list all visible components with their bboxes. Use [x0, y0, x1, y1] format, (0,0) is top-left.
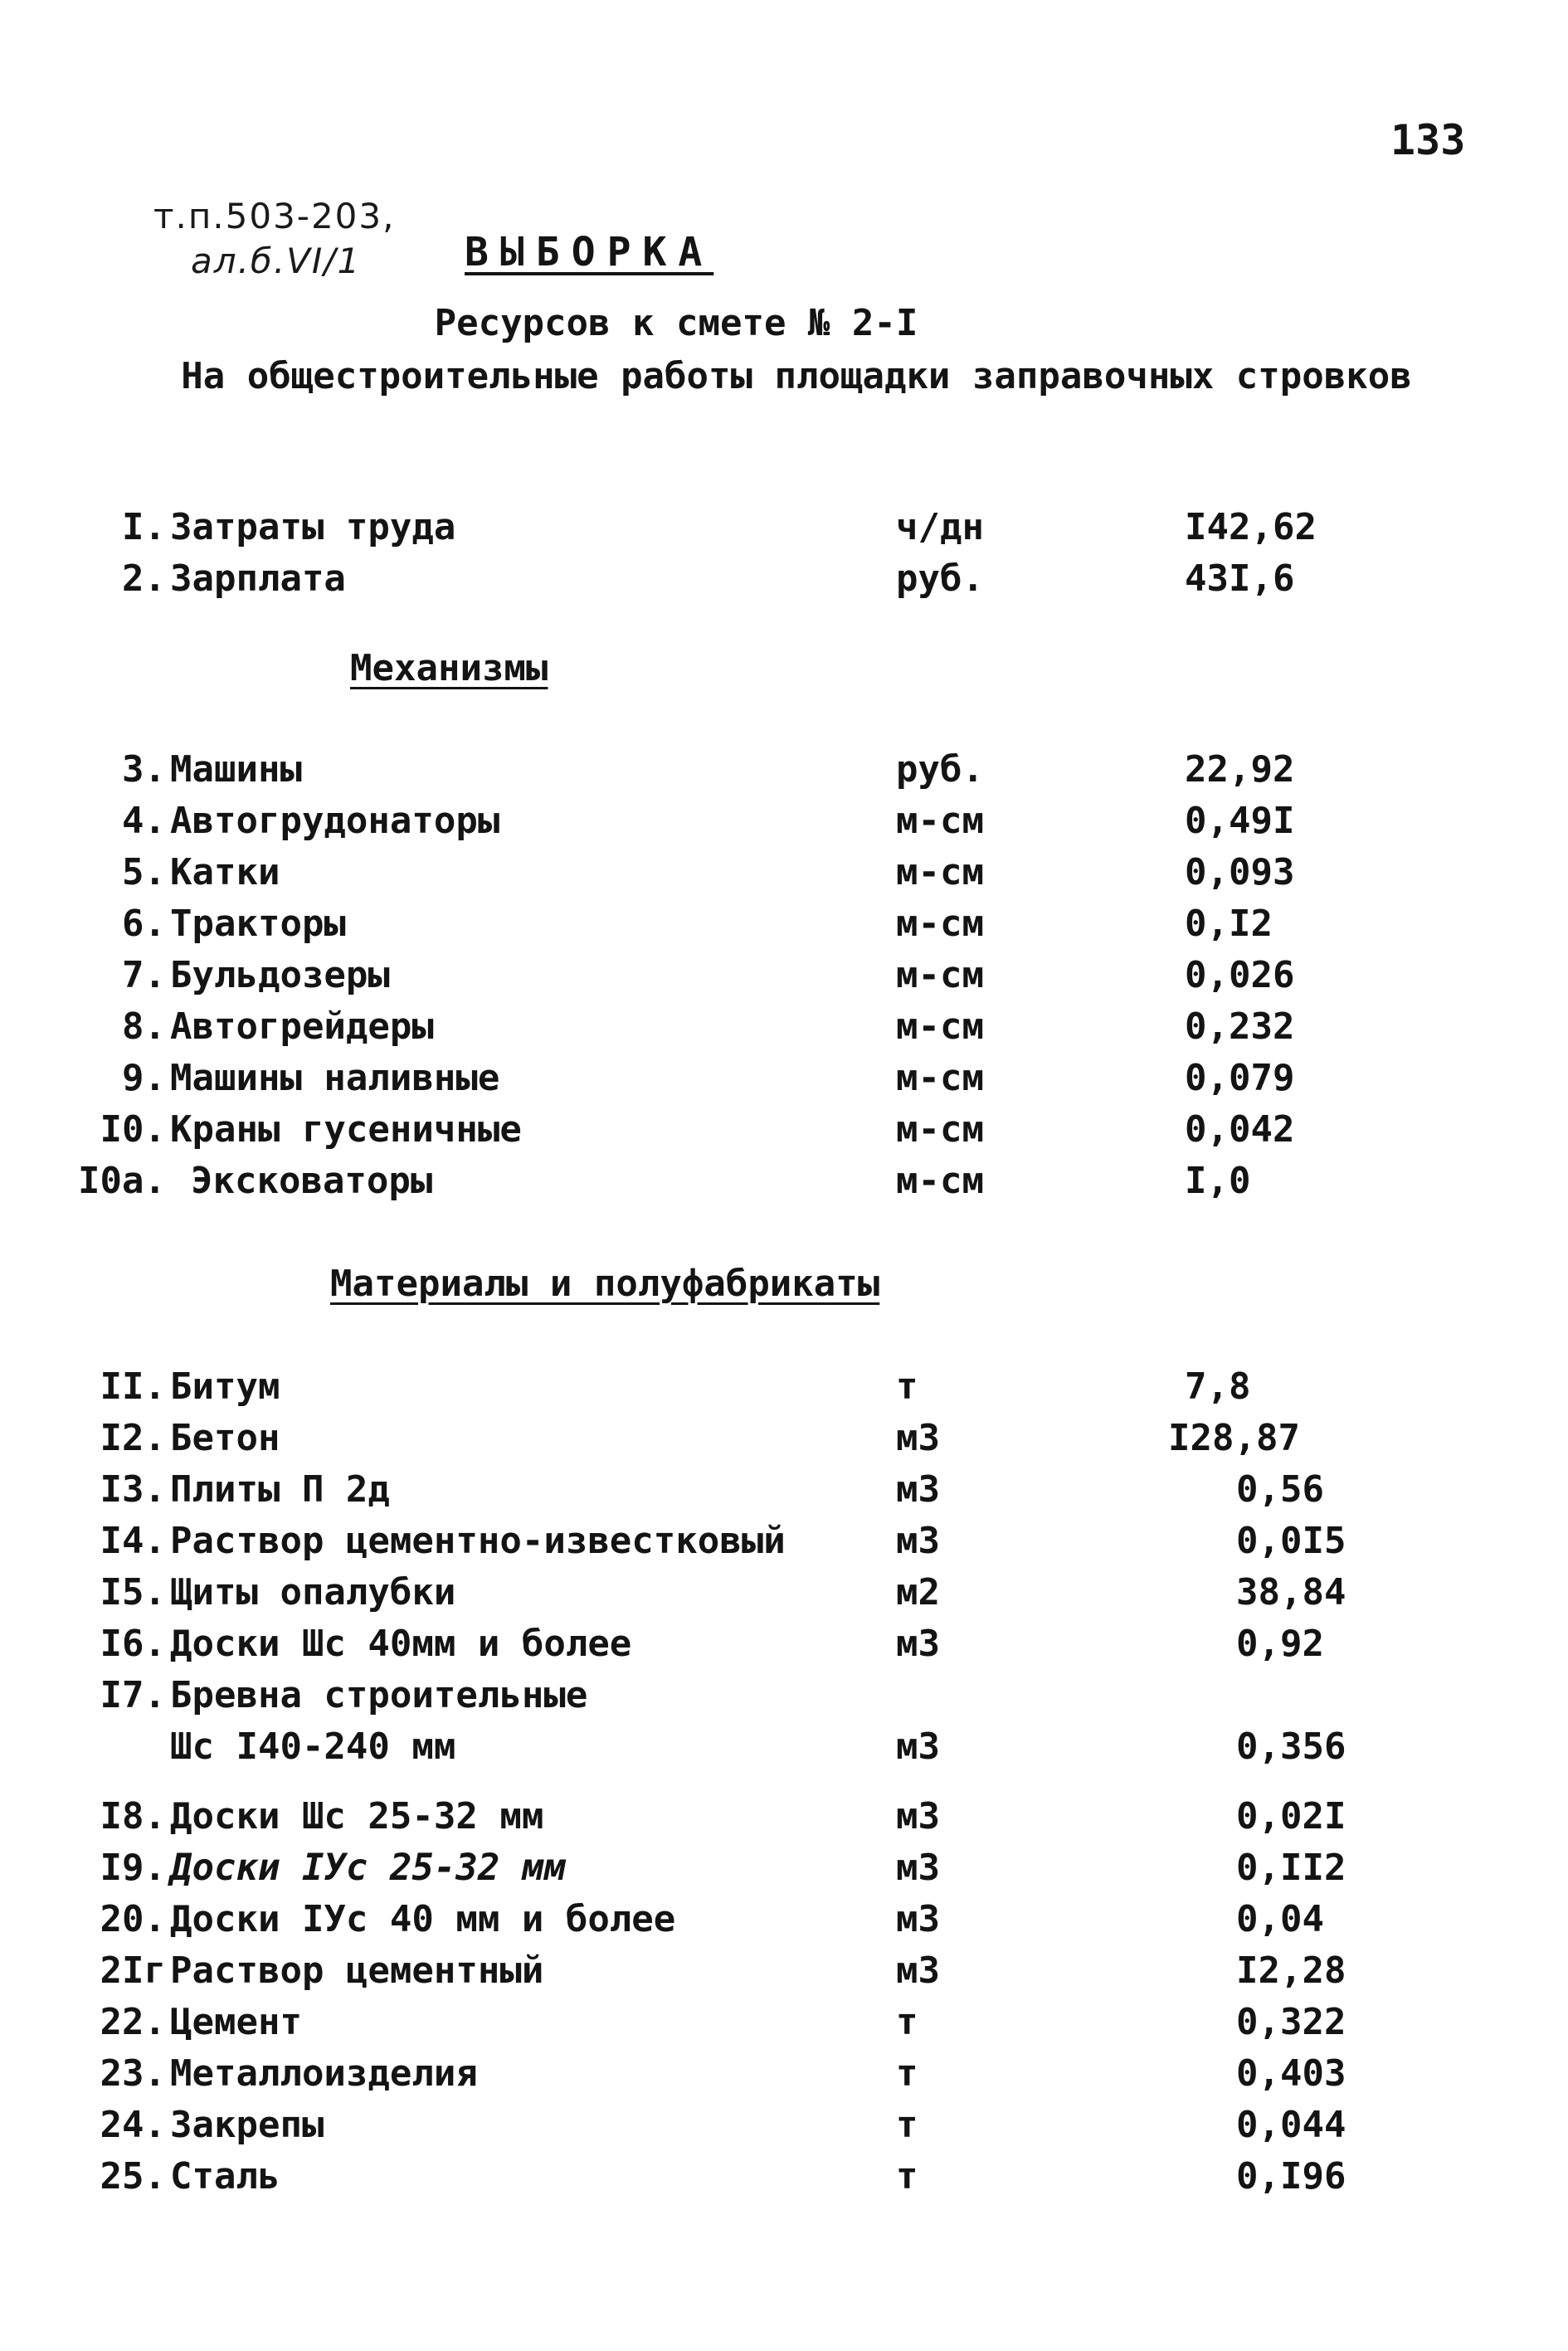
item-number: 6. — [122, 903, 166, 945]
item-name: Доски Шс 40мм и более — [170, 1623, 632, 1665]
item-number: 20. — [100, 1898, 166, 1940]
item-name: Битум — [170, 1365, 280, 1408]
item-name: Шс I40-240 мм — [170, 1726, 456, 1768]
item-value: I42,62 — [1185, 506, 1317, 548]
item-unit: м-см — [896, 1005, 984, 1048]
item-unit: м3 — [896, 1847, 940, 1889]
item-number: II. — [100, 1365, 166, 1408]
item-unit: м3 — [896, 1520, 940, 1562]
item-name: Машины наливные — [170, 1057, 500, 1099]
item-number: I2. — [100, 1417, 166, 1459]
item-unit: т — [896, 2104, 918, 2146]
item-number: 2. — [122, 557, 166, 600]
item-name: Автогрейдеры — [170, 1005, 434, 1048]
item-unit: м3 — [896, 1898, 940, 1940]
item-value: 0,044 — [1236, 2104, 1346, 2146]
item-unit: т — [896, 1365, 918, 1408]
item-name: Раствор цементный — [170, 1949, 544, 1992]
item-name: Машины — [170, 748, 302, 791]
item-unit: м-см — [896, 954, 984, 996]
subtitle-estimate: Ресурсов к смете № 2-I — [434, 302, 918, 344]
item-name: Доски Шс 25-32 мм — [170, 1795, 544, 1837]
item-number: I8. — [100, 1795, 166, 1837]
item-name: Бревна строительные — [170, 1674, 588, 1716]
item-name: Сталь — [170, 2155, 280, 2198]
item-number: I. — [122, 506, 166, 548]
subtitle-works: На общестроительные работы площадки заправочных стровков — [181, 355, 1412, 397]
item-number: I3. — [100, 1468, 166, 1511]
item-name: Бульдозеры — [170, 954, 390, 996]
handwritten-album-ref: ал.б.VI/1 — [191, 241, 362, 281]
item-unit: м-см — [896, 1108, 984, 1151]
handwritten-project-code: т.п.503-203, — [153, 196, 396, 236]
item-unit: т — [896, 2052, 918, 2095]
item-name: Зарплата — [170, 557, 346, 600]
item-name: Плиты П 2д — [170, 1468, 390, 1511]
item-value: 0,I96 — [1236, 2155, 1346, 2198]
item-value: 0,I2 — [1185, 903, 1273, 945]
item-unit: м-см — [896, 1160, 984, 1202]
item-value: 0,403 — [1236, 2052, 1346, 2095]
item-name: Тракторы — [170, 903, 346, 945]
item-name: Металлоизделия — [170, 2052, 478, 2095]
item-unit: м3 — [896, 1417, 940, 1459]
item-value: 0,322 — [1236, 2001, 1346, 2043]
item-value: 0,92 — [1236, 1623, 1324, 1665]
item-value: 0,026 — [1185, 954, 1295, 996]
item-unit: т — [896, 2155, 918, 2198]
item-unit: м3 — [896, 1623, 940, 1665]
item-number: I5. — [100, 1571, 166, 1614]
item-name: Затраты труда — [170, 506, 456, 548]
item-name: Автогрудонаторы — [170, 800, 500, 842]
item-value: 0,56 — [1236, 1468, 1324, 1511]
item-value: 7,8 — [1185, 1365, 1251, 1408]
item-value: 38,84 — [1236, 1571, 1346, 1614]
item-number: 24. — [100, 2104, 166, 2146]
item-name: Цемент — [170, 2001, 302, 2043]
item-number: 23. — [100, 2052, 166, 2095]
section-heading-mechanisms: Механизмы — [350, 647, 548, 689]
item-name: Щиты опалубки — [170, 1571, 456, 1614]
item-unit: м-см — [896, 1057, 984, 1099]
item-number: I9. — [100, 1847, 166, 1889]
item-name: Эксковаторы — [191, 1160, 433, 1202]
item-number: 3. — [122, 748, 166, 791]
item-name: Раствор цементно-известковый — [170, 1520, 786, 1562]
item-number: I0а. — [78, 1160, 166, 1202]
item-value: I,0 — [1185, 1160, 1251, 1202]
document-title: ВЫБОРКА — [465, 229, 714, 275]
section-heading-materials: Материалы и полуфабрикаты — [330, 1263, 880, 1305]
item-unit: руб. — [896, 748, 984, 791]
item-unit: м3 — [896, 1949, 940, 1992]
item-value: 0,042 — [1185, 1108, 1295, 1151]
item-unit: м-см — [896, 800, 984, 842]
item-number: 4. — [122, 800, 166, 842]
item-value: 43I,6 — [1185, 557, 1295, 600]
item-unit: м3 — [896, 1795, 940, 1837]
item-unit: м-см — [896, 903, 984, 945]
item-number: 7. — [122, 954, 166, 996]
item-number: 2Iг — [100, 1949, 166, 1992]
item-unit: т — [896, 2001, 918, 2043]
item-unit: м3 — [896, 1726, 940, 1768]
item-number: I0. — [100, 1108, 166, 1151]
item-number: I4. — [100, 1520, 166, 1562]
item-unit: руб. — [896, 557, 984, 600]
item-value: 0,356 — [1236, 1726, 1346, 1768]
item-value: 0,49I — [1185, 800, 1295, 842]
item-value: 0,079 — [1185, 1057, 1295, 1099]
item-name: Краны гусеничные — [170, 1108, 522, 1151]
item-number: I6. — [100, 1623, 166, 1665]
item-unit: м2 — [896, 1571, 940, 1614]
item-number: 25. — [100, 2155, 166, 2198]
item-name: Доски IУс 25-32 мм — [170, 1847, 566, 1889]
item-number: 22. — [100, 2001, 166, 2043]
item-name: Катки — [170, 851, 280, 893]
item-value: 0,232 — [1185, 1005, 1295, 1048]
item-value: 0,04 — [1236, 1898, 1324, 1940]
item-value: I28,87 — [1168, 1417, 1300, 1459]
item-unit: ч/дн — [896, 506, 984, 548]
item-unit: м-см — [896, 851, 984, 893]
item-number: I7. — [100, 1674, 166, 1716]
page-number: 133 — [1390, 116, 1466, 164]
item-name: Бетон — [170, 1417, 280, 1459]
item-value: I2,28 — [1236, 1949, 1346, 1992]
item-value: 22,92 — [1185, 748, 1295, 791]
item-name: Закрепы — [170, 2104, 324, 2146]
item-number: 5. — [122, 851, 166, 893]
item-number: 9. — [122, 1057, 166, 1099]
item-value: 0,0I5 — [1236, 1520, 1346, 1562]
item-value: 0,02I — [1236, 1795, 1346, 1837]
item-name: Доски IУс 40 мм и более — [170, 1898, 676, 1940]
item-number: 8. — [122, 1005, 166, 1048]
item-unit: м3 — [896, 1468, 940, 1511]
item-value: 0,II2 — [1236, 1847, 1346, 1889]
item-value: 0,093 — [1185, 851, 1295, 893]
